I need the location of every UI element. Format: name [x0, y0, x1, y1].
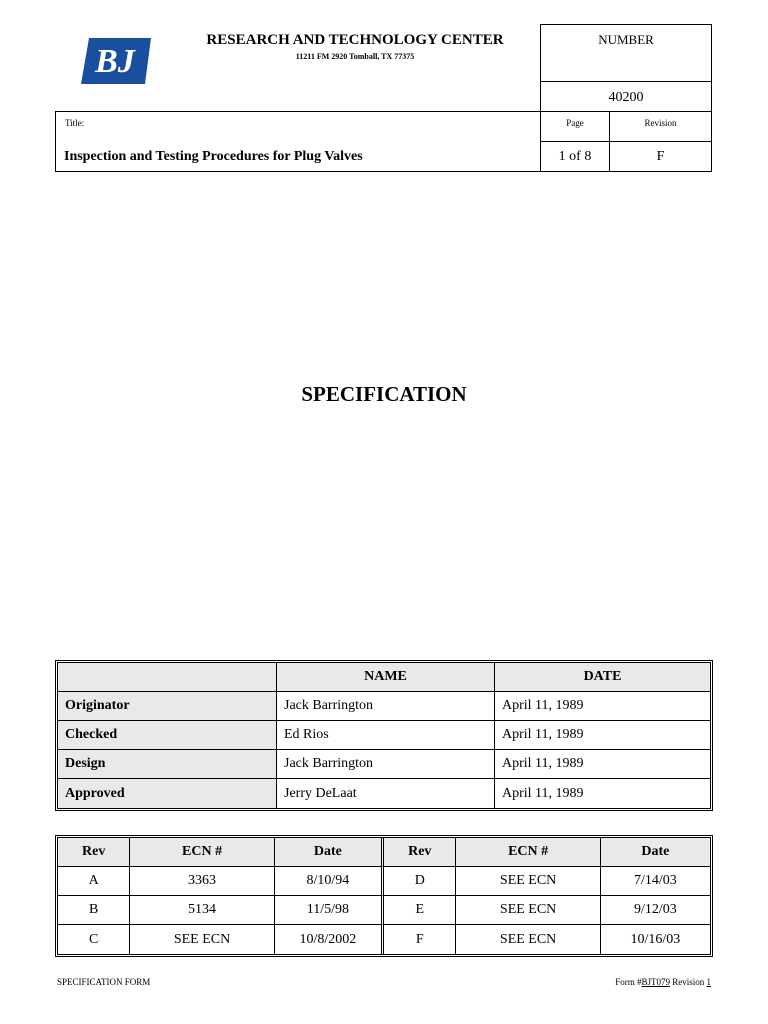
ecn-cell: 3363: [130, 867, 274, 896]
date-cell: 11/5/98: [275, 896, 384, 925]
rev-cell: D: [384, 867, 456, 896]
approval-name: Jerry DeLaat: [277, 779, 495, 808]
approval-row: [58, 721, 710, 750]
rev-header: Rev: [58, 838, 130, 867]
date-cell: 9/12/03: [601, 896, 710, 925]
ecn-cell: SEE ECN: [456, 925, 600, 954]
approval-role: Originator: [58, 692, 277, 721]
date-cell: 8/10/94: [275, 867, 384, 896]
revision-header-row: [58, 838, 710, 867]
ecn-cell: SEE ECN: [456, 867, 600, 896]
rev-header: Rev: [384, 838, 456, 867]
approval-date: April 11, 1989: [502, 785, 584, 801]
approval-role: Checked: [58, 721, 277, 750]
title-label: Title:: [65, 118, 85, 128]
page-label: Page: [566, 118, 584, 128]
org-address: 11211 FM 2920 Tomball, TX 77375: [295, 52, 415, 61]
approval-role: Approved: [58, 779, 277, 808]
ecn-header: ECN #: [130, 838, 274, 867]
page-value: 1 of 8: [558, 149, 592, 164]
company-logo: [79, 36, 151, 86]
approval-row: [58, 779, 710, 808]
logo-text: BJ: [95, 43, 135, 80]
footer-form-name: SPECIFICATION FORM: [57, 977, 151, 987]
approval-role: Design: [58, 750, 277, 779]
footer-form-prefix: Form #: [615, 977, 642, 987]
approval-name: Jack Barrington: [277, 750, 495, 779]
date-cell: 7/14/03: [601, 867, 710, 896]
footer-revision-prefix: Revision: [669, 977, 707, 987]
org-name: RESEARCH AND TECHNOLOGY CENTER: [206, 32, 504, 48]
approval-header-date: DATE: [495, 663, 710, 692]
ecn-cell: SEE ECN: [456, 896, 600, 925]
rev-cell: F: [384, 925, 456, 954]
revision-row: [58, 867, 710, 896]
number-label-box: [540, 24, 712, 82]
approval-name: Jack Barrington: [277, 692, 495, 721]
approval-name: Ed Rios: [277, 721, 495, 750]
approval-header-row: [58, 663, 710, 692]
revision-row: [58, 896, 710, 925]
document-type-heading: SPECIFICATION: [301, 382, 467, 406]
date-header: Date: [601, 838, 710, 867]
footer-revision-number: 1: [706, 977, 711, 987]
rev-cell: A: [58, 867, 130, 896]
approval-date: April 11, 1989: [495, 750, 710, 779]
rev-cell: C: [58, 925, 130, 954]
approval-row: [58, 692, 710, 721]
approval-header-name: NAME: [277, 663, 495, 692]
footer-form-id: [615, 977, 711, 987]
page-label-box: [540, 111, 610, 142]
date-cell: 10/8/2002: [275, 925, 384, 954]
page-value-box: [540, 141, 610, 172]
date-cell: 10/16/03: [630, 931, 681, 947]
approval-header-role: [58, 663, 277, 692]
rev-cell: E: [384, 896, 456, 925]
number-value-box: [540, 81, 712, 112]
revision-value-box: [609, 141, 712, 172]
document-title: Inspection and Testing Procedures for Plug Valves: [64, 149, 363, 164]
revision-history-table: [55, 835, 713, 957]
document-number: 40200: [608, 90, 644, 105]
approval-row: [58, 750, 710, 779]
number-label: NUMBER: [598, 32, 654, 47]
approval-date: April 11, 1989: [495, 721, 710, 750]
date-header: Date: [275, 838, 384, 867]
ecn-cell: 5134: [130, 896, 274, 925]
approval-date: April 11, 1989: [495, 692, 710, 721]
revision-label-box: [609, 111, 712, 142]
revision-label: Revision: [644, 118, 677, 128]
rev-cell: B: [58, 896, 130, 925]
approval-table: [55, 660, 713, 811]
footer-form-number: BJT079: [641, 977, 670, 987]
title-box: [55, 111, 541, 172]
revision-value: F: [656, 149, 665, 164]
revision-row: [58, 925, 710, 954]
ecn-cell: SEE ECN: [130, 925, 274, 954]
ecn-header: ECN #: [456, 838, 600, 867]
